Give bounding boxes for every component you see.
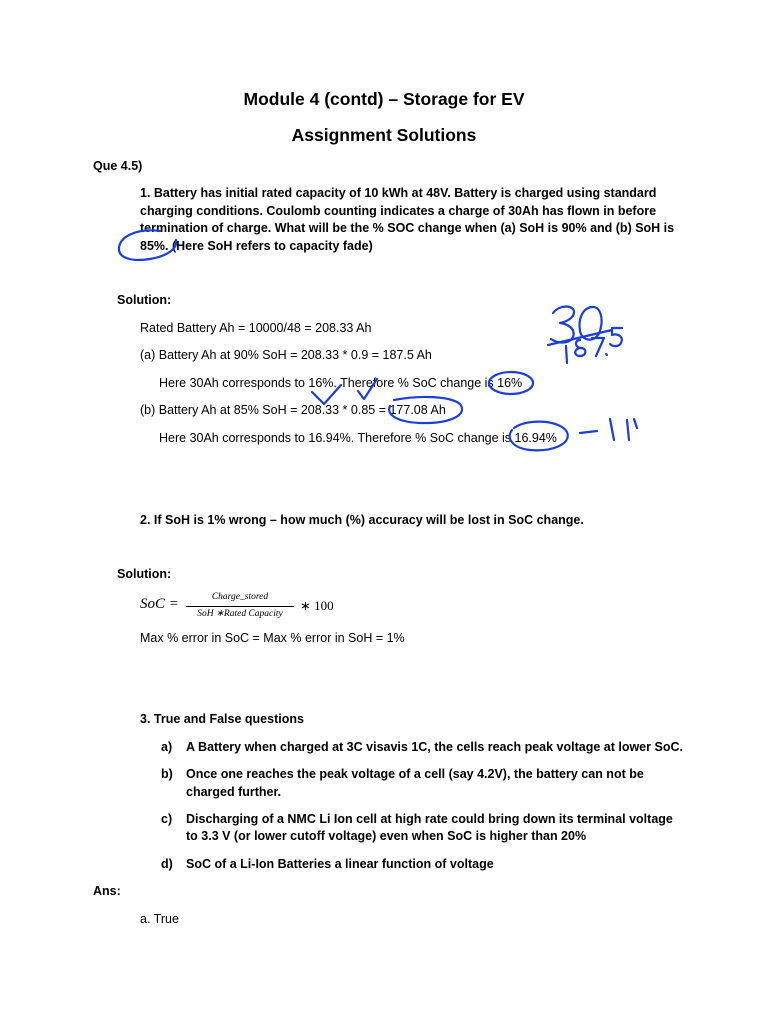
tf-item-marker: b): [161, 767, 173, 781]
ink-digit-0: [580, 307, 602, 340]
rated-ah-line: Rated Battery Ah = 10000/48 = 208.33 Ah: [140, 321, 372, 335]
formula-multiplier: ∗ 100: [300, 598, 334, 613]
answer-item: a. True: [140, 912, 179, 926]
tf-item-marker: a): [161, 740, 173, 754]
q1-line-1: 1. Battery has initial rated capacity of 10 kWh at 48V. Battery is charged using standard: [140, 186, 657, 200]
page-subtitle: Assignment Solutions: [291, 125, 477, 145]
ink-dash: [580, 431, 597, 433]
question-2: 2. If SoH is 1% wrong – how much (%) accuracy will be lost in SoC change.: [140, 513, 584, 527]
answers-label: Ans:: [93, 884, 121, 898]
tf-item-text-cont: charged further.: [186, 785, 282, 799]
part-a-line: (a) Battery Ah at 90% SoH = 208.33 * 0.9 = 187.5 Ah: [140, 348, 432, 362]
page-title: Module 4 (contd) – Storage for EV: [243, 89, 525, 109]
tf-item-marker: c): [161, 812, 173, 826]
solution-2-label: Solution:: [117, 567, 172, 581]
formula-lhs: SoC =: [140, 596, 179, 612]
solution-1-label: Solution:: [117, 293, 172, 307]
tf-item-text: Once one reaches the peak voltage of a cell (say 4.2V), the battery can not be: [186, 767, 644, 781]
tf-item-marker: d): [161, 857, 173, 871]
ink-stroke-2: [627, 420, 629, 440]
tf-item-text: Discharging of a NMC Li Ion cell at high rate could bring down its terminal voltage: [186, 812, 673, 826]
tf-item-text-cont: to 3.3 V (or lower cutoff voltage) even when SoC is higher than 20%: [186, 829, 587, 843]
q3-heading: 3. True and False questions: [140, 712, 304, 726]
q1-line-2: charging conditions. Coulomb counting indicates a charge of 30Ah has flown in before: [140, 204, 657, 218]
tf-item-text: A Battery when charged at 3C visavis 1C, the cells reach peak voltage at lower SoC.: [186, 740, 683, 754]
q1-line-3: termination of charge. What will be the % SOC change when (a) SoH is 90% and (b) SoH is: [140, 221, 675, 235]
tf-item-text: SoC of a Li-Ion Batteries a linear function of voltage: [186, 857, 494, 871]
ink-denominator-87: [575, 338, 604, 356]
part-b-result: Here 30Ah corresponds to 16.94%. Therefore % SoC change is 16.94%: [159, 431, 557, 445]
formula-denominator: SoH ∗Rated Capacity: [197, 609, 283, 619]
ink-fraction-bar: [548, 330, 612, 345]
question-number: Que 4.5): [93, 159, 143, 173]
ink-stroke-1: [610, 419, 614, 440]
part-a-result: Here 30Ah corresponds to 16%. Therefore % SoC change is 16%: [159, 376, 523, 390]
formula-fraction-bar: [186, 606, 294, 607]
formula-numerator: Charge_stored: [211, 592, 269, 602]
q1-line-4: 85%. (Here SoH refers to capacity fade): [140, 239, 373, 253]
ink-digit-1: [566, 346, 567, 363]
ink-digit-3: [551, 307, 574, 343]
ink-digit-5: [610, 328, 622, 346]
ink-dot: [606, 354, 607, 355]
max-error-line: Max % error in SoC = Max % error in SoH = 1%: [140, 631, 405, 645]
part-b-line: (b) Battery Ah at 85% SoH = 208.33 * 0.85 = 177.08 Ah: [140, 403, 446, 417]
ink-mark: [634, 419, 637, 428]
